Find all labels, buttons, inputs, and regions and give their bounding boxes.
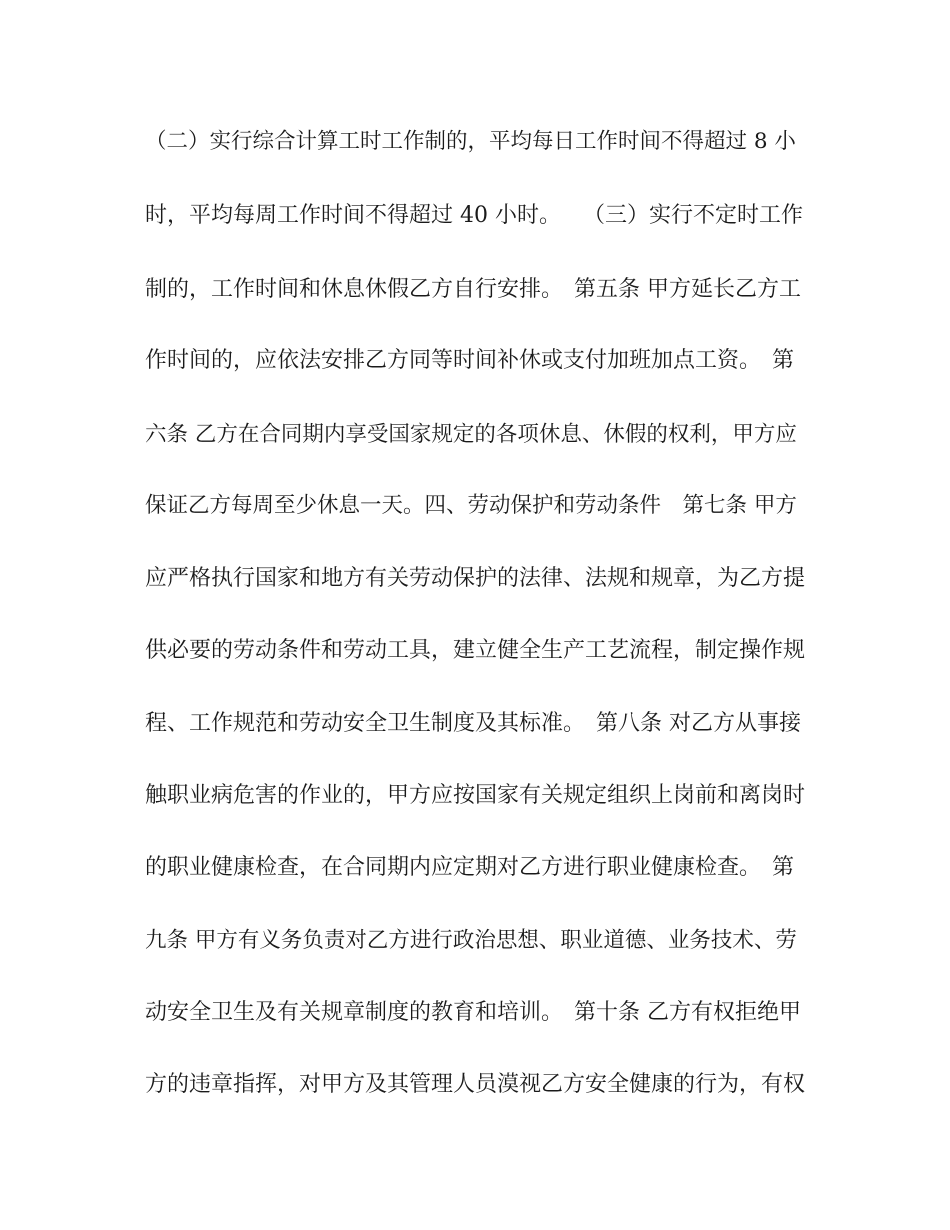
text-line-10: 触职业病危害的作业的，甲方应按国家有关规定组织上岗前和离岗时 xyxy=(145,783,806,808)
text-line-1: （二）实行综合计算工时工作制的，平均每日工作时间不得超过 8 小 xyxy=(145,129,796,154)
text-line-8: 供必要的劳动条件和劳动工具，建立健全生产工艺流程，制定操作规 xyxy=(145,638,806,663)
text-line-12: 九条 甲方有义务负责对乙方进行政治思想、职业道德、业务技术、劳 xyxy=(145,928,797,953)
text-line-14: 方的违章指挥，对甲方及其管理人员漠视乙方安全健康的行为，有权 xyxy=(145,1072,806,1097)
text-line-7: 应严格执行国家和地方有关劳动保护的法律、法规和规章，为乙方提 xyxy=(145,566,806,591)
text-line-6: 保证乙方每周至少休息一天。四、劳动保护和劳动条件 第七条 甲方 xyxy=(145,493,797,518)
text-line-11: 的职业健康检查，在合同期内应定期对乙方进行职业健康检查。 第 xyxy=(145,855,795,880)
text-line-13: 动安全卫生及有关规章制度的教育和培训。 第十条 乙方有权拒绝甲 xyxy=(145,1000,801,1025)
text-line-9: 程、工作规范和劳动安全卫生制度及其标准。 第八条 对乙方从事接 xyxy=(145,711,801,736)
text-line-2: 时，平均每周工作时间不得超过 40 小时。 （三）实行不定时工作 xyxy=(145,203,803,228)
text-line-5: 六条 乙方在合同期内享受国家规定的各项休息、休假的权利，甲方应 xyxy=(145,422,797,447)
text-line-4: 作时间的，应依法安排乙方同等时间补休或支付加班加点工资。 第 xyxy=(145,348,795,373)
text-line-3: 制的，工作时间和休息休假乙方自行安排。 第五条 甲方延长乙方工 xyxy=(145,277,801,302)
